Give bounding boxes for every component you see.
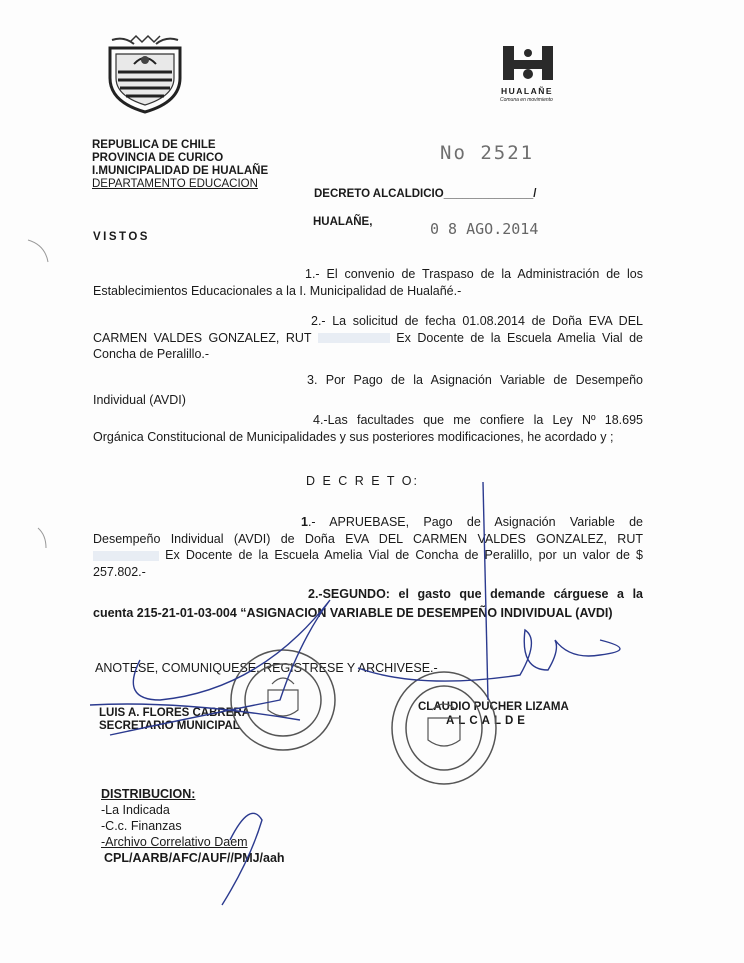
resolution-1-line2: Desempeño Individual (AVDI) de Doña EVA DEL CARMEN VALDES GONZALEZ, RUT <box>93 531 643 546</box>
header-departamento: DEPARTAMENTO EDUCACION <box>92 178 258 190</box>
distribution-item-1: -La Indicada <box>101 803 170 817</box>
header-republica: REPUBLICA DE CHILE <box>92 139 216 151</box>
consideration-1-rest: Establecimientos Educacionales a la I. Municipalidad de Hualañé.- <box>93 283 462 298</box>
consideration-2-rest1: CARMEN VALDES GONZALEZ, RUT <box>93 330 312 345</box>
resolution-1-number: 1 <box>301 515 308 529</box>
consideration-1-lead: 1.- El convenio de Traspaso de la Administración de los <box>305 267 643 281</box>
consideration-2-rest2: Concha de Peralillo.- <box>93 347 210 361</box>
resolution-2-lead: 2.-SEGUNDO: el gasto que demande cárguese a la <box>308 587 643 601</box>
mayor-title: ALCALDE <box>446 715 529 727</box>
resolution-1-amount: 257.802.- <box>93 564 146 579</box>
decree-number-stamp: No 2521 <box>440 142 535 164</box>
logo-name: HUALAÑE <box>501 86 554 96</box>
secretary-name: LUIS A. FLORES CABRERA <box>99 707 250 719</box>
distribution-item-2: -C.c. Finanzas <box>101 819 182 833</box>
mayor-name: CLAUDIO PUCHER LIZAMA <box>418 701 569 713</box>
redacted-rut-2 <box>93 551 159 561</box>
consideration-4-lead: 4.-Las facultades que me confiere la Ley Nº 18.695 <box>313 413 643 427</box>
decreto-alcaldicio-label: DECRETO ALCALDICIO______________/ <box>314 188 537 200</box>
consideration-3-lead: 3. Por Pago de la Asignación Variable de Desempeño <box>307 373 643 387</box>
header-provincia: PROVINCIA DE CURICO <box>92 152 224 164</box>
resolution-1-line3-wrap <box>93 547 643 564</box>
header-municipalidad: I.MUNICIPALIDAD DE HUALAÑE <box>92 165 269 177</box>
redacted-rut <box>318 333 390 343</box>
consideration-4 <box>93 412 643 445</box>
consideration-2-lead: 2.- La solicitud de fecha 01.08.2014 de Doña EVA DEL <box>311 314 643 328</box>
closing-formula: ANOTESE, COMUNIQUESE, REGISTRESE Y ARCHIVESE.- <box>95 661 438 675</box>
distribution-title: DISTRIBUCION: <box>101 787 196 801</box>
city-label: HUALAÑE, <box>313 216 373 228</box>
resolution-1-lead: .- APRUEBASE, Pago de Asignación Variable de <box>307 515 643 529</box>
decreto-heading: D E C R E T O: <box>306 474 419 488</box>
resolution-1 <box>93 514 643 580</box>
date-stamp: 0 8 AGO.2014 <box>430 220 539 238</box>
coat-of-arms-logo <box>104 34 186 114</box>
resolution-1-lead-line <box>93 514 643 531</box>
vistos-heading: VISTOS <box>93 231 150 243</box>
secretary-title: SECRETARIO MUNICIPAL <box>99 720 240 732</box>
consideration-2 <box>93 313 643 363</box>
consideration-4-rest: Orgánica Constitucional de Municipalidades y sus posteriores modificaciones, he acordado y ; <box>93 429 614 444</box>
consideration-2-rest1b: Ex Docente de la Escuela Amelia Vial de <box>396 330 643 345</box>
consideration-3-rest: Individual (AVDI) <box>93 392 186 407</box>
logo-tagline: Comuna en movimiento <box>500 97 553 103</box>
resolution-2-account: cuenta 215-21-01-03-004 “ASIGNACION VARIABLE DE DESEMPEÑO INDIVIDUAL (AVDI) <box>93 605 613 620</box>
hualane-logo-mark <box>501 44 555 84</box>
consideration-2-line2 <box>93 330 643 347</box>
distribution-initials: CPL/AARB/AFC/AUF//PMJ/aah <box>104 851 285 865</box>
mayor-stamp <box>392 672 496 784</box>
distribution-item-3: -Archivo Correlativo Daem <box>101 835 248 849</box>
resolution-1-line3: Ex Docente de la Escuela Amelia Vial de Concha de Peralillo, por un valor de $ <box>165 548 643 562</box>
resolution-2 <box>93 586 643 621</box>
consideration-3 <box>93 372 643 408</box>
consideration-1 <box>93 266 643 299</box>
